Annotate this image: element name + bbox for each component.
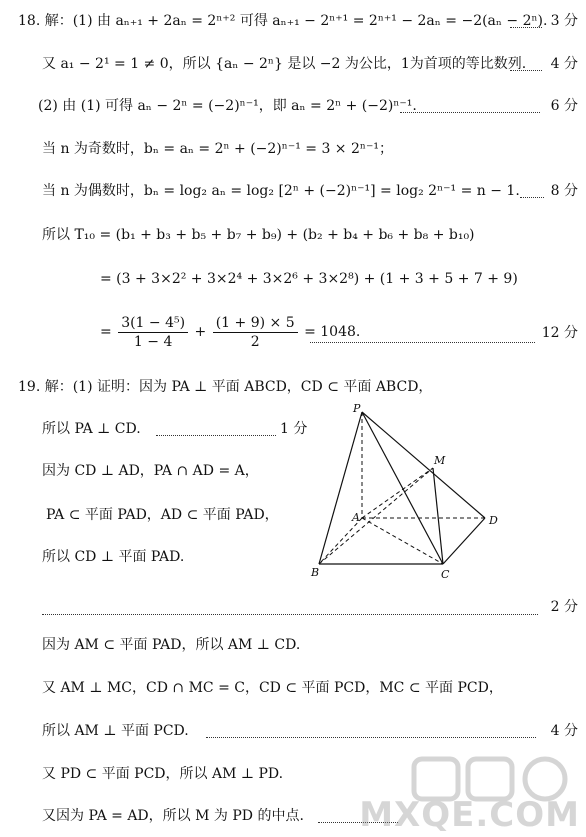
watermark-text: MXQE.COM xyxy=(359,795,580,835)
edge-pc xyxy=(362,412,443,564)
p19-line8: 又 AM ⊥ MC，CD ∩ MC = C，CD ⊂ 平面 PCD，MC ⊂ 平面 PCD， xyxy=(42,680,503,696)
leader-dots xyxy=(42,614,538,615)
score-label: 12 分 xyxy=(541,325,578,341)
edge-cd xyxy=(443,518,485,564)
p18-line2: 又 a₁ − 2¹ = 1 ≠ 0，所以 {aₙ − 2ⁿ} 是以 −2 为公比，1为首项的等比数列. xyxy=(42,56,527,72)
vertex-label-a: A xyxy=(352,511,360,524)
vertex-label-c: C xyxy=(441,568,450,580)
leader-dots xyxy=(510,70,542,71)
p19-line1: 19. 解：(1) 证明：因为 PA ⊥ 平面 ABCD，CD ⊂ 平面 ABCD， xyxy=(18,379,433,395)
edge-pd xyxy=(362,412,485,518)
leader-dots xyxy=(400,112,540,113)
score-label: 6 分 xyxy=(550,98,578,114)
plus-sign: + xyxy=(194,324,207,340)
p18-line7: = (3 + 3×2² + 3×2⁴ + 3×2⁶ + 3×2⁸) + (1 + 3 + 5 + 7 + 9) xyxy=(100,271,518,287)
edge-bm xyxy=(319,468,433,564)
p19-line5: 所以 CD ⊥ 平面 PAD. xyxy=(42,549,185,565)
leader-dots xyxy=(510,27,542,28)
score-label: 4 分 xyxy=(550,56,578,72)
site-watermark xyxy=(359,755,580,835)
vertex-label-p: P xyxy=(353,402,361,415)
vertex-label-b: B xyxy=(311,566,320,579)
p19-line4: PA ⊂ 平面 PAD，AD ⊂ 平面 PAD， xyxy=(46,507,279,523)
fraction-geometric-sum xyxy=(118,314,188,351)
score-label: 2 分 xyxy=(550,599,578,615)
edge-am xyxy=(362,468,433,518)
vertex-label-d: D xyxy=(489,514,498,527)
leader-dots xyxy=(310,342,535,343)
p18-line4: 当 n 为奇数时，bₙ = aₙ = 2ⁿ + (−2)ⁿ⁻¹ = 3 × 2ⁿ⁻¹； xyxy=(42,141,393,157)
leader-dots xyxy=(206,737,536,738)
equals-sign: = xyxy=(100,324,112,340)
p18-line8 xyxy=(100,312,360,352)
score-label: 8 分 xyxy=(550,183,578,199)
p18-line5: 当 n 为偶数时，bₙ = log₂ aₙ = log₂ [2ⁿ + (−2)ⁿ⁻¹] = log₂ 2ⁿ⁻¹ = n − 1. xyxy=(42,183,520,199)
pyramid-figure xyxy=(305,400,505,580)
result-text: = 1048. xyxy=(304,324,361,340)
leader-dots xyxy=(156,435,276,436)
fraction-numerator: 3(1 − 4⁵) xyxy=(118,314,188,333)
p19-line2: 所以 PA ⊥ CD. xyxy=(42,421,141,437)
p18-line6: 所以 T₁₀ = (b₁ + b₃ + b₅ + b₇ + b₉) + (b₂ + b₄ + b₆ + b₈ + b₁₀) xyxy=(42,227,475,243)
fraction-arithmetic-sum xyxy=(213,314,298,351)
p19-line11: 又因为 PA = AD，所以 M 为 PD 的中点. xyxy=(42,808,304,824)
leader-dots xyxy=(520,197,544,198)
p18-line1: 18. 解：(1) 由 aₙ₊₁ + 2aₙ = 2ⁿ⁺² 可得 aₙ₊₁ − 2ⁿ⁺¹ = 2ⁿ⁺¹ − 2aₙ = −2(aₙ − 2ⁿ). xyxy=(18,13,548,29)
fraction-numerator: (1 + 9) × 5 xyxy=(213,314,298,333)
fraction-denominator: 2 xyxy=(250,333,260,350)
p19-line3: 因为 CD ⊥ AD，PA ∩ AD = A， xyxy=(42,463,259,479)
p19-line10: 又 PD ⊂ 平面 PCD，所以 AM ⊥ PD. xyxy=(42,766,284,782)
vertex-label-m: M xyxy=(434,454,446,467)
score-label: 1 分 xyxy=(280,421,308,437)
score-label: 3 分 xyxy=(550,13,578,29)
p18-line3: (2) 由 (1) 可得 aₙ − 2ⁿ = (−2)ⁿ⁻¹，即 aₙ = 2ⁿ + (−2)ⁿ⁻¹. xyxy=(38,98,417,114)
p19-line7: 因为 AM ⊂ 平面 PAD，所以 AM ⊥ CD. xyxy=(42,637,301,653)
score-label: 4 分 xyxy=(550,723,578,739)
p19-line9: 所以 AM ⊥ 平面 PCD. xyxy=(42,723,189,739)
fraction-denominator: 1 − 4 xyxy=(133,333,173,350)
edge-mc xyxy=(433,468,443,564)
